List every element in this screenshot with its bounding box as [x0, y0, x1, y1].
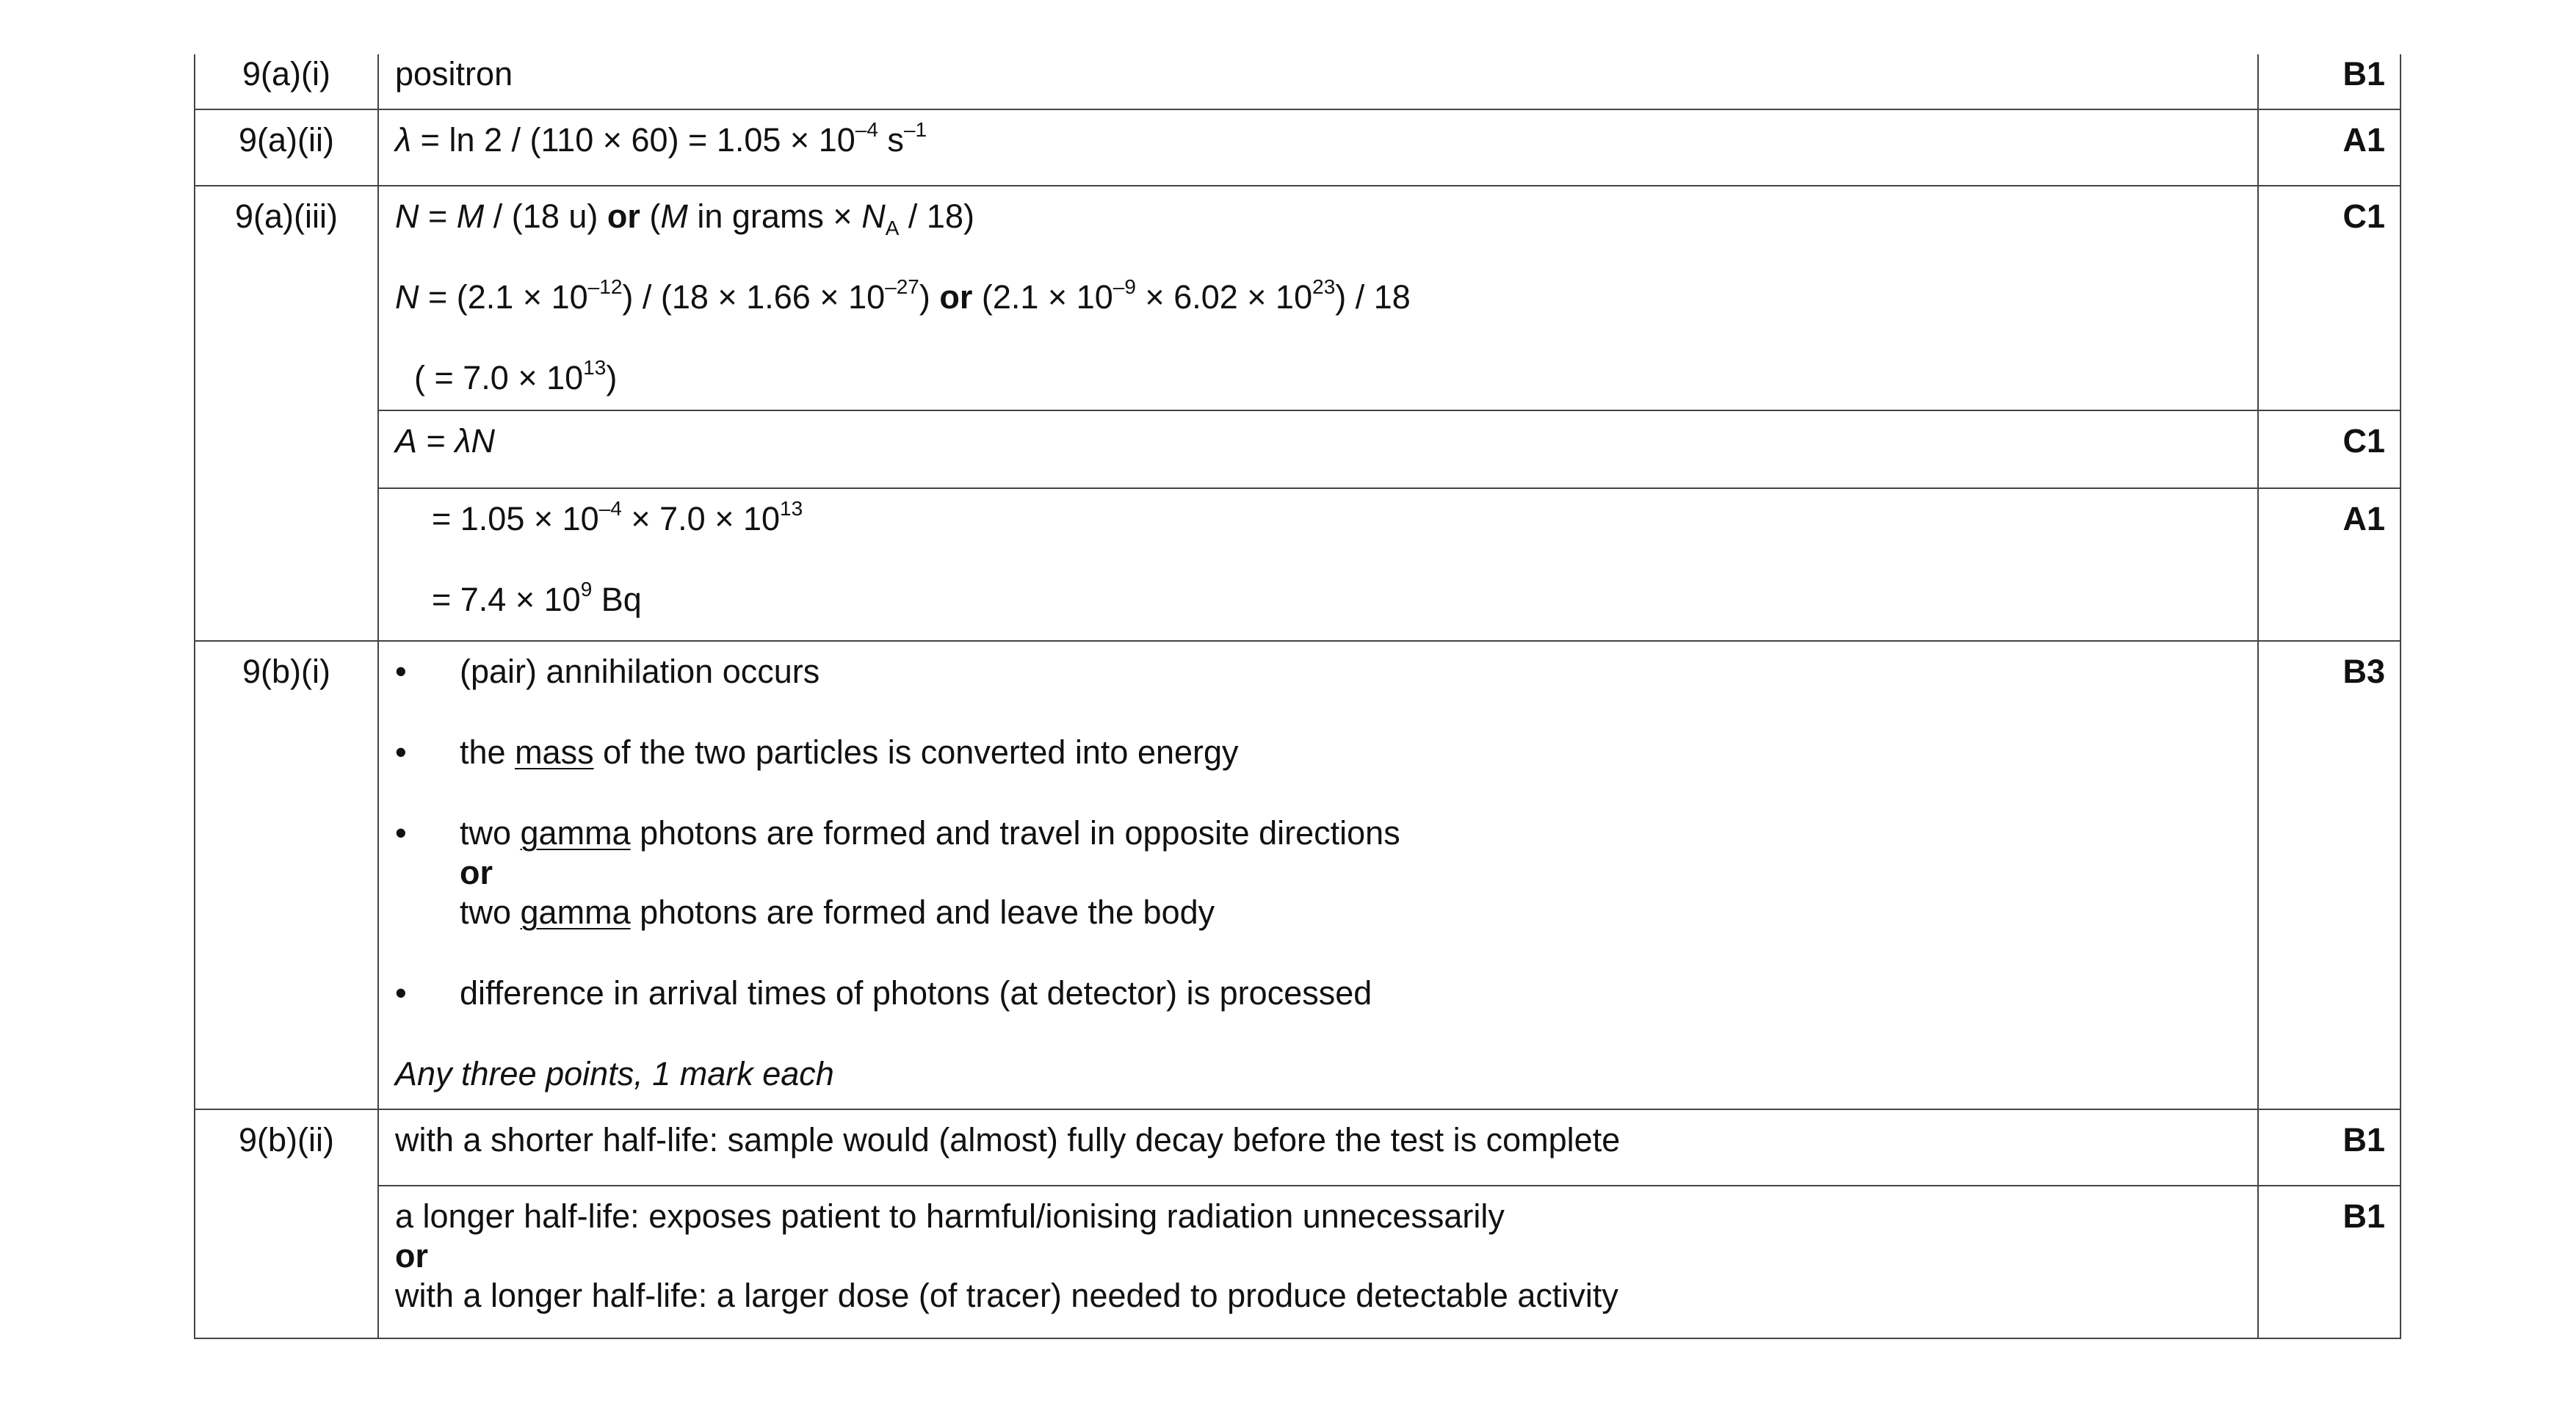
table-row [195, 54, 2400, 109]
question-number-cell [195, 1109, 378, 1338]
bullet-marker: • [395, 733, 407, 771]
marks-cell [2258, 109, 2400, 186]
mark-code: B1 [2342, 1121, 2385, 1159]
activity-substitution: = $1.05 \times 10^{-4} \times 7.0 \times 10^{13}$ [432, 497, 803, 537]
answer-text: with a longer half-life: a larger dose (of tracer) needed to produce detectable activity [395, 1277, 1618, 1314]
answer-cell [378, 410, 2258, 488]
mark-code: C1 [2342, 197, 2385, 235]
marks-cell [2258, 1186, 2400, 1338]
lambda-symbol: λ [395, 121, 412, 159]
table-row [195, 186, 2400, 410]
question-number: 9(a)(iii) [235, 197, 338, 235]
mark-scheme-table [194, 54, 2401, 1339]
answer-text: positron [395, 55, 513, 93]
answer-text: a longer half-life: exposes patient to harmful/ionising radiation unnecessarily [395, 1197, 1505, 1235]
bullet-marker: • [395, 974, 407, 1012]
bullet-marker: • [395, 653, 407, 690]
question-number: 9(b)(ii) [239, 1121, 334, 1159]
bullet-text: (pair) annihilation occurs [460, 653, 820, 690]
mark-code: A1 [2342, 121, 2385, 159]
question-number-cell [195, 641, 378, 1109]
question-number: 9(a)(ii) [239, 121, 334, 159]
mark-code: B3 [2342, 653, 2385, 690]
number-of-nuclei-result: ( = $7.0 \times 10^{13}$) [414, 356, 618, 396]
question-number-cell [195, 186, 378, 641]
list-item [395, 974, 2244, 1013]
answer-cell [378, 1186, 2258, 1338]
activity-formula: A = λN [395, 422, 495, 460]
answer-cell [378, 641, 2258, 1109]
question-number-cell [195, 54, 378, 109]
answer-text: with a shorter half-life: sample would (almost) fully decay before the test is complete [395, 1121, 1621, 1159]
activity-result: = $7.4 \times 10^9$ Bq [432, 578, 642, 618]
list-item [395, 652, 2244, 692]
mark-code: B1 [2342, 55, 2385, 93]
answer-cell [378, 109, 2258, 186]
marks-cell [2258, 186, 2400, 410]
table-row [195, 488, 2400, 641]
marks-cell [2258, 54, 2400, 109]
or-label: or [395, 1237, 428, 1275]
answer-cell [378, 1109, 2258, 1186]
marks-cell [2258, 488, 2400, 641]
table-row [195, 1109, 2400, 1186]
answer-cell [378, 488, 2258, 641]
number-of-nuclei-substitution: $N = (2.1 \times 10^{-12}) / (18 \times 1.66 \times 10^{-27})$ or $(2.1 \times 10^{-9} \times 6.02 \times 10^{23}) / 18$ [395, 275, 1411, 316]
answer-cell [378, 54, 2258, 109]
marks-cell [2258, 641, 2400, 1109]
mark-code: C1 [2342, 422, 2385, 460]
marking-note: Any three points, 1 mark each [395, 1055, 834, 1092]
marks-cell [2258, 1109, 2400, 1186]
question-number: 9(a)(i) [242, 55, 330, 93]
question-number-cell [195, 109, 378, 186]
table-row [195, 109, 2400, 186]
mark-code: B1 [2342, 1197, 2385, 1235]
list-item [395, 813, 2244, 932]
list-item [395, 733, 2244, 772]
marks-cell [2258, 410, 2400, 488]
table-row [195, 641, 2400, 1109]
mark-code: A1 [2342, 500, 2385, 537]
number-of-nuclei-formula: N = M / (18 u) or (M in grams × $N_A / 18$) [395, 197, 974, 239]
table-row [195, 1186, 2400, 1338]
question-number: 9(b)(i) [242, 653, 330, 690]
decay-constant-equation: $\lambda = \ln 2 / (110 \times 60) = 1.05 \times 10^{-4}$ $s^{-1}$ [395, 118, 927, 159]
answer-cell [378, 186, 2258, 410]
bullet-text: two gamma photons are formed and travel in opposite directions or two gamma photons are formed and leave the body [460, 814, 1400, 931]
bullet-text: difference in arrival times of photons (at detector) is processed [460, 974, 1372, 1012]
bullet-marker: • [395, 814, 407, 852]
table-row [195, 410, 2400, 488]
bullet-text: the mass of the two particles is converted into energy [460, 733, 1239, 771]
or-label: or [460, 854, 493, 891]
